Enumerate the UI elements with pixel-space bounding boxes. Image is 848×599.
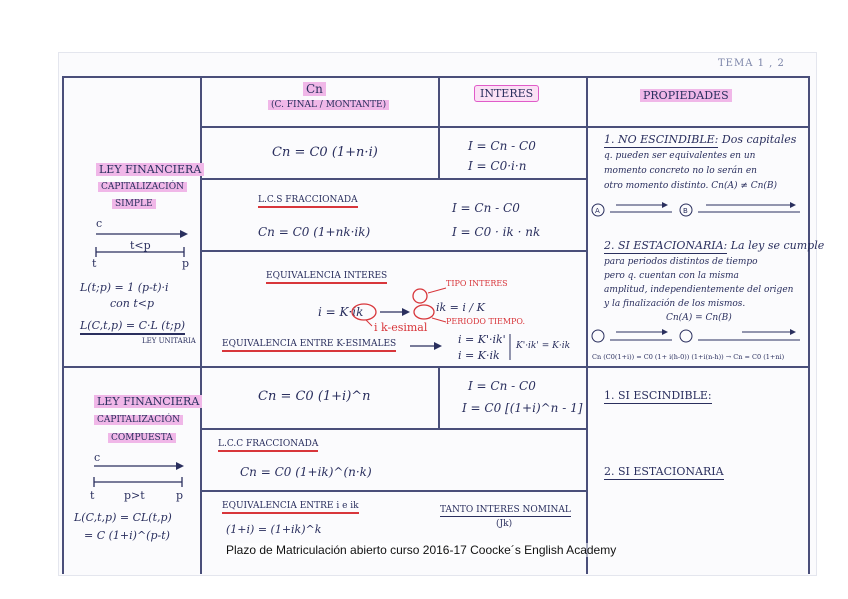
simple-title-line3: SIMPLE: [112, 200, 156, 210]
compuesta-eq-formula: (1+i) = (1+ik)^k: [226, 523, 322, 536]
simple-law2: L(C,t,p) = C·L (t;p): [80, 320, 185, 332]
compuesta-axis-pt: p>t: [124, 489, 145, 502]
eq-note-tipo: TIPO INTERES: [446, 279, 508, 288]
prop-simple-2-line2: para periodos distintos de tiempo: [604, 257, 758, 267]
interes-header: INTERES: [474, 88, 539, 100]
lcc-formula: Cn = C0 (1+ik)^(n·k): [240, 465, 372, 479]
compuesta-cn-formula: Cn = C0 (1+i)^n: [258, 389, 371, 404]
simple-i-formula2: I = C0·i·n: [468, 159, 527, 173]
prop-simple-1-line4: otro momento distinto. Cn(A) ≠ Cn(B): [604, 181, 778, 191]
lcs-i-formula2: I = C0 · ik · nk: [452, 225, 541, 239]
compuesta-law2: = C (1+i)^(p-t): [84, 529, 170, 542]
svg-text:A: A: [595, 207, 600, 215]
prop-simple-2-line3: pero q. cuentan con la misma: [604, 271, 739, 281]
eqk-formula1: i = K'·ik': [458, 333, 506, 346]
simple-law1: L(t;p) = 1 (p-t)·i: [80, 281, 169, 294]
eqk-formula3: K'·ik' = K·ik: [516, 341, 571, 351]
prop-simple-1-line2: q. pueden ser equivalentes en un: [604, 151, 756, 161]
propiedades-header: PROPIEDADES: [640, 90, 732, 102]
prop-simple-2-line4: amplitud, independientemente del origen: [604, 285, 794, 295]
compuesta-prop1: 1. SI ESCINDIBLE:: [604, 389, 712, 402]
prop-simple-1-line1: 1. NO ESCINDIBLE: Dos capitales: [604, 133, 797, 146]
compuesta-prop2: 2. SI ESTACIONARIA: [604, 465, 724, 478]
compuesta-axis-c: c: [94, 451, 101, 464]
eq-note-kesimal: i k-esimal: [374, 321, 428, 334]
lcs-formula: Cn = C0 (1+nk·ik): [258, 225, 371, 239]
compuesta-eq-title: EQUIVALENCIA ENTRE i e ik: [222, 502, 359, 512]
lcs-title: L.C.S FRACCIONADA: [258, 196, 358, 206]
simple-i-formula1: I = Cn - C0: [468, 139, 536, 153]
prop-simple-2-equation: Cn(A) = Cn(B): [666, 313, 732, 323]
simple-axis-p: p: [182, 257, 190, 270]
tin-title: TANTO INTERES NOMINAL: [440, 505, 571, 515]
tin-subtitle: (Jk): [496, 519, 513, 529]
compuesta-title-line2: CAPITALIZACIÓN: [94, 416, 183, 426]
lcs-i-formula1: I = Cn - C0: [452, 201, 520, 215]
eqk-title: EQUIVALENCIA ENTRE K-ESIMALES: [222, 340, 396, 350]
eq-interes-formula: i = K·ik: [318, 305, 364, 319]
compuesta-title-line1: LEY FINANCIERA: [94, 396, 202, 408]
compuesta-title-line3: COMPUESTA: [108, 434, 176, 444]
compuesta-i-formula1: I = Cn - C0: [468, 379, 536, 393]
prop-simple-2-line1: 2. SI ESTACIONARIA: La ley se cumple: [604, 239, 825, 252]
simple-axis-tp: t<p: [130, 239, 151, 252]
eqk-formula2: i = K·ik: [458, 349, 500, 362]
svg-text:B: B: [683, 207, 688, 215]
cn-header: Cn: [303, 83, 326, 96]
simple-law2-note: LEY UNITARIA: [142, 337, 196, 345]
eq-interes-fraction: ik = i / K: [436, 301, 485, 314]
promo-caption: Plazo de Matriculación abierto curso 2016-17 Coocke´s English Academy: [226, 543, 617, 557]
prop-simple-1-line3: momento concreto no lo serán en: [604, 166, 757, 176]
eq-interes-title: EQUIVALENCIA INTERES: [266, 272, 387, 282]
lcc-title: L.C.C FRACCIONADA: [218, 440, 318, 450]
simple-title-line2: CAPITALIZACIÓN: [98, 183, 187, 193]
prop-simple-2-line5: y la finalización de los mismos.: [604, 299, 746, 309]
compuesta-i-formula2: I = C0 [(1+i)^n - 1]: [462, 401, 583, 415]
simple-axis-t: t: [92, 257, 97, 270]
compuesta-axis-t: t: [90, 489, 95, 502]
simple-title-line1: LEY FINANCIERA: [96, 164, 204, 176]
cn-header-subtitle: (C. FINAL / MONTANTE): [268, 101, 389, 111]
compuesta-law1: L(C,t,p) = CL(t,p): [74, 511, 172, 524]
compuesta-axis-p: p: [176, 489, 184, 502]
simple-axis-c: c: [96, 217, 103, 230]
eq-note-periodo: PERIODO TIEMPO.: [446, 317, 526, 326]
topic-label: TEMA 1 , 2: [718, 58, 785, 69]
prop-simple-2-bottom: Cn (C0(1+i)) = C0 (1+ i(h-0)) (1+i(n-h)) → Cn = C0 (1+ni): [592, 353, 785, 361]
simple-cn-formula: Cn = C0 (1+n·i): [272, 145, 378, 160]
simple-law1-cond: con t<p: [110, 297, 155, 310]
